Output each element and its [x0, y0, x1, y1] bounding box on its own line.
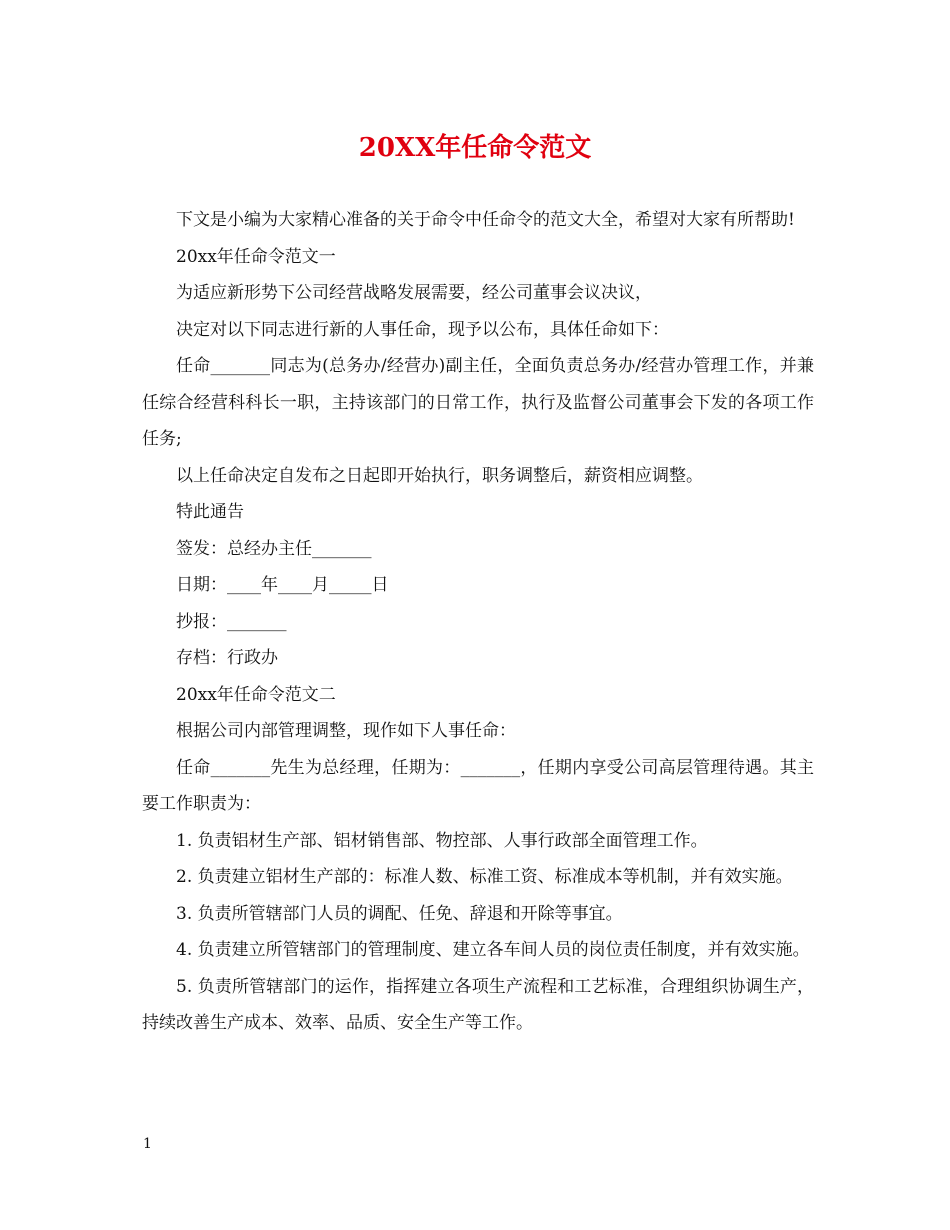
paragraph: 决定对以下同志进行新的人事任命，现予以公布，具体任命如下： — [176, 319, 669, 340]
appointment-paragraph: 任命_______先生为总经理，任期为：_______，任期内享受公司高层管理待遇。其主要工作职责为： — [142, 757, 814, 814]
duty-item: 2. 负责建立铝材生产部的：标准人数、标准工资、标准成本等机制，并有效实施。 — [176, 867, 793, 887]
section-heading-one: 20xx年任命令范文一 — [176, 246, 336, 267]
page-number: 1 — [143, 1136, 152, 1152]
paragraph: 以上任命决定自发布之日起即开始执行，职务调整后，薪资相应调整。 — [176, 465, 703, 486]
duty-item: 5. 负责所管辖部门的运作，指挥建立各项生产流程和工艺标准，合理组织协调生产，持续改善生产成本、效率、品质、安全生产等工作。 — [142, 976, 814, 1033]
document-body — [142, 202, 814, 1042]
paragraph: 根据公司内部管理调整，现作如下人事任命： — [176, 721, 516, 741]
duty-item: 1. 负责铝材生产部、铝材销售部、物控部、人事行政部全面管理工作。 — [176, 830, 708, 851]
paragraph: 为适应新形势下公司经营战略发展需要，经公司董事会议决议， — [176, 283, 652, 303]
archive-line: 存档：行政办 — [176, 648, 278, 668]
cc-line: 抄报：_______ — [176, 611, 287, 632]
duty-item: 3. 负责所管辖部门人员的调配、任免、辞退和开除等事宜。 — [176, 903, 623, 924]
notice-line: 特此通告 — [176, 502, 244, 522]
issuer-line: 签发：总经办主任_______ — [176, 538, 372, 559]
date-line: 日期：____年____月_____日 — [176, 575, 389, 595]
appointment-paragraph: 任命_______同志为(总务办/经营办)副主任，全面负责总务办/经营办管理工作，并兼任综合经营科科长一职，主持该部门的日常工作，执行及监督公司董事会下发的各项工作任务; — [142, 356, 814, 449]
section-heading-two: 20xx年任命令范文二 — [176, 684, 336, 705]
document-title: 20XX年任命令范文 — [358, 133, 592, 163]
intro-paragraph: 下文是小编为大家精心准备的关于命令中任命令的范文大全，希望对大家有所帮助! — [176, 210, 795, 230]
duty-item: 4. 负责建立所管辖部门的管理制度、建立各车间人员的岗位责任制度，并有效实施。 — [176, 940, 810, 960]
